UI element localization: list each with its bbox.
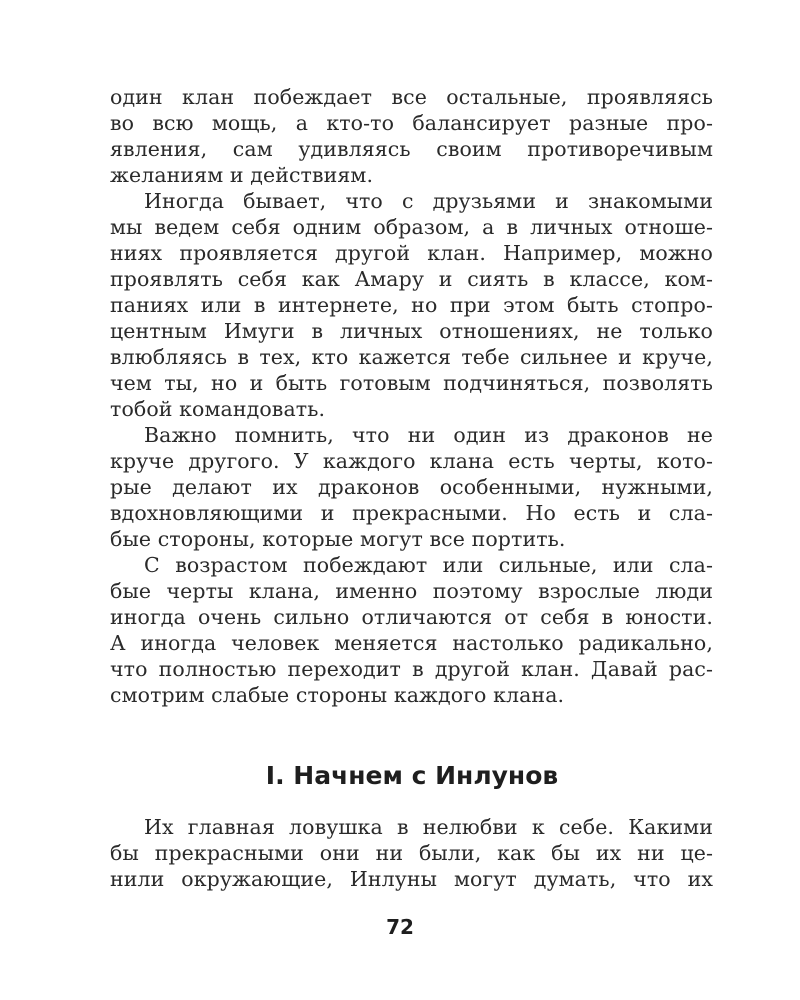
text-line: Их главная ловушка в нелюбви к себе. Какими xyxy=(144,815,713,839)
text-line: паниях или в интернете, но при этом быть стопро- xyxy=(110,293,713,317)
page-number: 72 xyxy=(386,915,414,939)
body-text-top xyxy=(110,84,713,708)
section-heading-text: I. Начнем с Инлунов xyxy=(265,761,559,790)
text-line: смотрим слабые стороны каждого клана. xyxy=(110,683,565,707)
text-line: один клан побеждает все остальные, проявляясь xyxy=(110,85,713,109)
text-line: во всю мощь, а кто-то балансирует разные про- xyxy=(110,111,713,135)
text-line: Важно помнить, что ни один из драконов не xyxy=(144,423,713,447)
text-line: С возрастом побеждают или сильные, или сла- xyxy=(144,553,713,577)
text-line: иногда очень сильно отличаются от себя в юности. xyxy=(110,605,713,629)
text-line: центным Имуги в личных отношениях, не только xyxy=(110,319,713,343)
text-line: Иногда бывает, что с друзьями и знакомыми xyxy=(144,189,713,213)
text-line: проявлять себя как Амару и сиять в классе, ком- xyxy=(110,267,713,291)
text-line: нили окружающие, Инлуны могут думать, что их xyxy=(110,867,713,891)
text-line: что полностью переходит в другой клан. Давай рас- xyxy=(110,657,713,681)
text-line: бые черты клана, именно поэтому взрослые люди xyxy=(110,579,713,603)
text-line: явления, сам удивляясь своим противоречивым xyxy=(110,137,713,161)
text-line: круче другого. У каждого клана есть черты, кото- xyxy=(110,449,713,473)
text-line: ниях проявляется другой клан. Например, можно xyxy=(110,241,713,265)
text-line: желаниям и действиям. xyxy=(110,163,374,187)
section-heading xyxy=(0,760,800,792)
text-line: бы прекрасными они ни были, как бы их ни це- xyxy=(110,841,713,865)
text-line: чем ты, но и быть готовым подчиняться, позволять xyxy=(110,371,713,395)
body-text-bottom xyxy=(110,814,713,892)
text-line: мы ведем себя одним образом, а в личных отноше- xyxy=(110,215,713,239)
text-line: бые стороны, которые могут все портить. xyxy=(110,527,566,551)
text-line: рые делают их драконов особенными, нужными, xyxy=(110,475,713,499)
text-line: вдохновляющими и прекрасными. Но есть и сла- xyxy=(110,501,713,525)
text-line: тобой командовать. xyxy=(110,397,326,421)
text-line: А иногда человек меняется настолько радикально, xyxy=(110,631,713,655)
text-line: влюбляясь в тех, кто кажется тебе сильнее и круче, xyxy=(110,345,713,369)
